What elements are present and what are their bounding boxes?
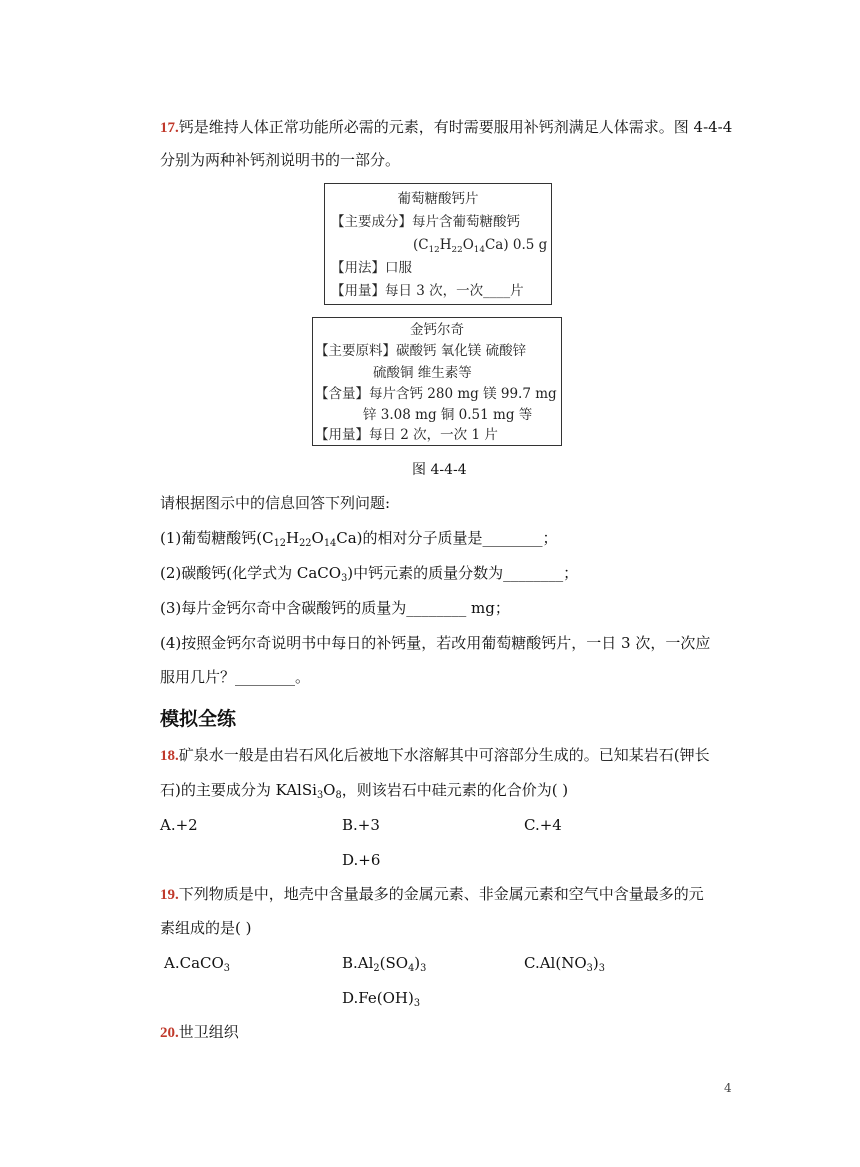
label1-title: 葡萄糖酸钙片 xyxy=(397,191,479,207)
question-number: 18. xyxy=(160,748,179,764)
label2-row4: 锌 3.08 mg 铜 0.51 mg 等 xyxy=(363,407,533,423)
question-number: 20. xyxy=(160,1025,179,1041)
sub-question-4-line1: (4)按照金钙尔奇说明书中每日的补钙量，若改用葡萄糖酸钙片，一日 3 次，一次应 xyxy=(160,634,711,652)
q18-option-d: D.+6 xyxy=(342,851,381,869)
label-glucose-calcium xyxy=(324,183,552,305)
label2-title: 金钙尔奇 xyxy=(410,322,464,338)
q18-option-a: A.+2 xyxy=(160,816,198,834)
q17-line2: 分别为两种补钙剂说明书的一部分。 xyxy=(160,151,401,169)
section-heading: 模拟全练 xyxy=(160,708,237,730)
question-number: 19. xyxy=(160,887,179,903)
label1-row4: 【用量】每日 3 次，一次____片 xyxy=(331,283,524,299)
q18-line1: 18.矿泉水一般是由岩石风化后被地下水溶解其中可溶部分生成的。已知某岩石(钾长 xyxy=(160,746,710,764)
instructions: 请根据图示中的信息回答下列问题: xyxy=(160,494,391,512)
label-jingaierqi xyxy=(312,317,562,446)
q20-line1: 20.世卫组织 xyxy=(160,1023,239,1041)
q18-option-b: B.+3 xyxy=(342,816,380,834)
q17-line1: 17.钙是维持人体正常功能所必需的元素，有时需要服用补钙剂满足人体需求。图 4-4-4 xyxy=(160,118,733,136)
label1-row1: 【主要成分】每片含葡萄糖酸钙 xyxy=(331,214,520,230)
sub-question-2: (2)碳酸钙(化学式为 CaCO$_3$)中钙元素的质量分数为________； xyxy=(160,564,579,584)
q19-line2: 素组成的是( ) xyxy=(160,919,252,937)
q19-line1: 19.下列物质是中，地壳中含量最多的金属元素、非金属元素和空气中含量最多的元 xyxy=(160,885,704,903)
q19-option-c: $C.Al(NO_3)_3$ xyxy=(524,954,605,974)
sub-question-4-line2: 服用几片？________。 xyxy=(160,668,311,686)
label2-row3: 【含量】每片含钙 280 mg 镁 99.7 mg xyxy=(315,386,557,402)
q18-option-c: C.+4 xyxy=(524,816,562,834)
q19-option-a: A.CaCO$_3$ xyxy=(164,954,231,974)
question-number: 17. xyxy=(160,120,179,136)
q19-option-d: $D.Fe(OH)_3$ xyxy=(342,989,421,1009)
label1-row2: $(C_{12}H_{22}O_{14}Ca)$ 0.5 g xyxy=(413,237,548,255)
sub-question-3: (3)每片金钙尔奇中含碳酸钙的质量为________ mg； xyxy=(160,599,510,617)
figure-caption: 图 4-4-4 xyxy=(412,462,467,478)
label1-row3: 【用法】口服 xyxy=(331,260,412,276)
sub-question-1: (1)葡萄糖酸钙$(C_{12}H_{22}O_{14}Ca)$的相对分子质量是________； xyxy=(160,529,558,549)
page-number: 4 xyxy=(724,1081,732,1095)
q19-option-b: $B.Al_2(SO_4)_3$ xyxy=(342,954,427,974)
label2-row2: 硫酸铜 维生素等 xyxy=(373,365,472,381)
q18-line2: 石)的主要成分为 $KAlSi_3O_8$，则该岩石中硅元素的化合价为( ) xyxy=(160,781,569,801)
label2-row5: 【用量】每日 2 次，一次 1 片 xyxy=(315,427,498,443)
label2-row1: 【主要原料】碳酸钙 氧化镁 硫酸锌 xyxy=(315,343,527,359)
